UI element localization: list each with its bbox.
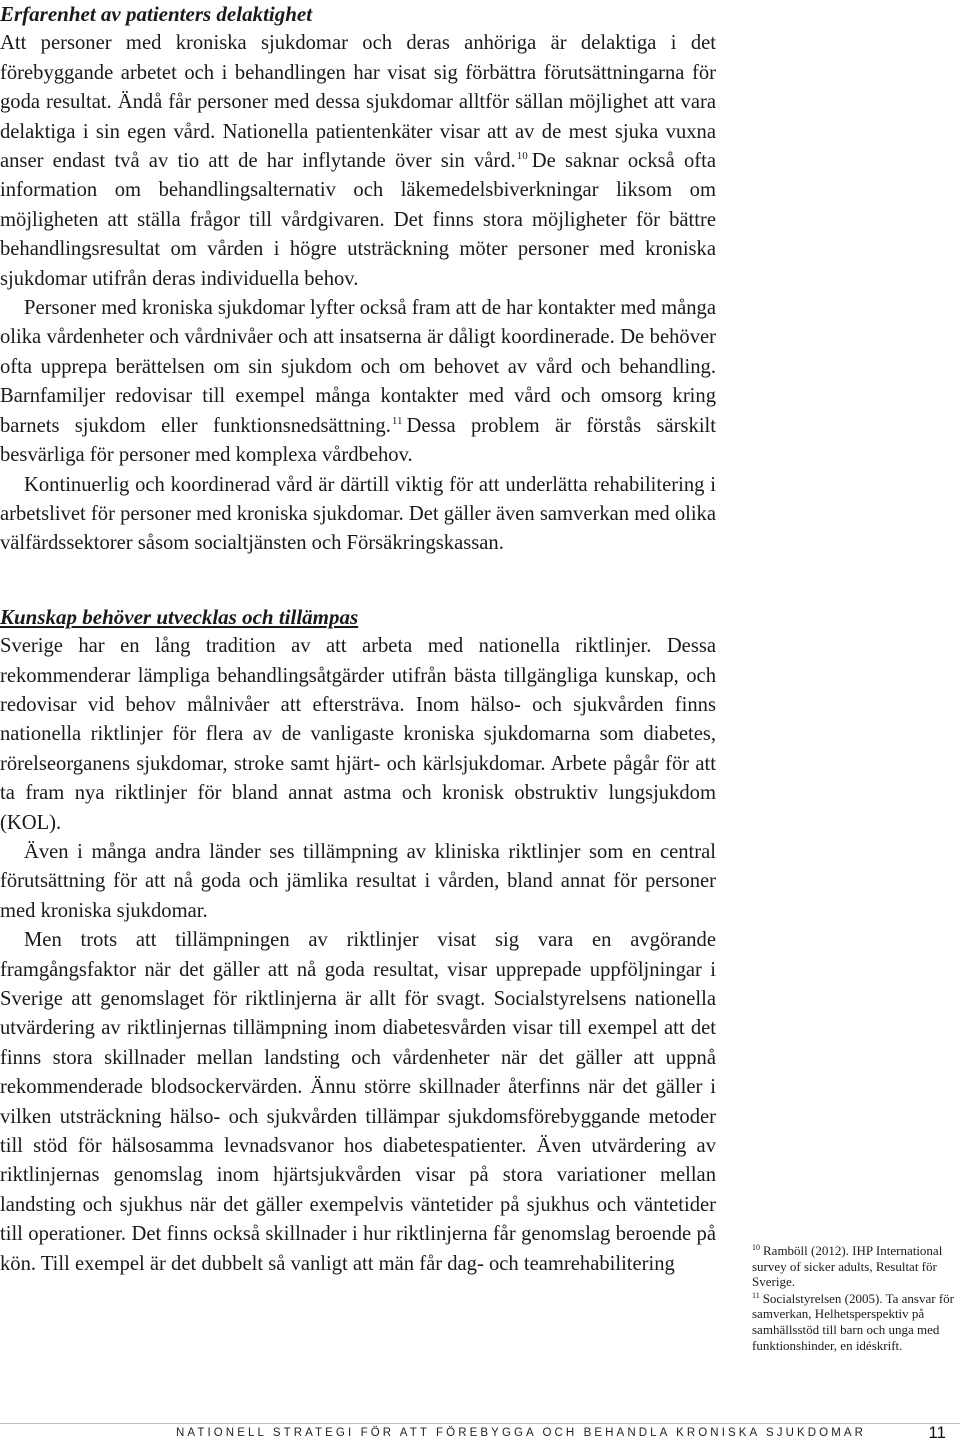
section-patient-participation (0, 0, 716, 559)
footnote (752, 1243, 958, 1290)
footnote-text: Ramböll (2012). IHP International survey of sicker adults, Resultat för Sverige. (752, 1243, 943, 1290)
section-knowledge (0, 603, 716, 1279)
body-paragraph: Men trots att tillämpningen av riktlinjer visat sig vara en avgörande framgångsfaktor när det gäller att nå goda resultat, visar upprepade uppföljningar i Sverige att genomslaget för riktlinjerna är allt för svagt. Socialstyrelsens nationella utvärdering av riktlinjernas tillämpning inom diabetesvården visar till exempel att det finns stora skillnader mellan landsting och vårdenheter när det gäller att uppnå rekommenderade blodsockervärden. Ännu större skillnader återfinns när det gäller i vilken utsträckning hälso- och sjukvården tillämpar sjukdomsförebyggande metoder till stöd för hälsosamma levnadsvanor hos diabetespatienter. Även utvärdering av riktlinjernas genomslag inom hjärtsjukvården visar på stora variationer mellan landsting och sjukhus när det gäller exempelvis väntetider på sjukhus och väntetider till operationer. Det finns också skillnader i hur riktlinjerna får genomslag beroende på kön. Till exempel är det dubbelt så vanligt att män får dag- och teamrehabilitering (0, 929, 716, 1275)
footer-divider (0, 1423, 960, 1424)
body-paragraph: Sverige har en lång tradition av att arbeta med nationella riktlinjer. Dessa rekommenderar lämpliga behandlingsåtgärder utifrån bästa tillgängliga kunskap, och redovisar vid behov målnivåer att eftersträva. Inom hälso- och sjukvården finns nationella riktlinjer för flera av de vanligaste kroniska sjukdomarna som diabetes, rörelseorganens sjukdomar, stroke samt hjärt- och kärlsjukdomar. Arbete pågår för att ta fram nya riktlinjer för bland annat astma och kronisk obstruktiv lungsjukdom (KOL). (0, 635, 716, 834)
footnote-text: Socialstyrelsen (2005). Ta ansvar för samverkan, Helhetsperspektiv på samhällsstöd till barn och unga med funktionshinder, en idéskrift. (752, 1290, 954, 1353)
paragraph-text: Dessa problem är förstås särskilt besvärliga för personer med komplexa vårdbehov. (0, 414, 716, 467)
footnote-reference[interactable]: 10 (516, 150, 528, 163)
body-paragraph (0, 29, 716, 294)
body-paragraph: Även i många andra länder ses tillämpning av kliniska riktlinjer som en central förutsättning för att nå goda och jämlika resultat i vården, bland annat för personer med kroniska sjukdomar. (0, 840, 716, 922)
page-number: 11 (928, 1423, 946, 1442)
footnote-reference[interactable]: 11 (391, 414, 403, 427)
footnote-number: 10 (752, 1243, 760, 1252)
paragraph-text: De saknar också ofta information om behandlingsalternativ och läkemedelsbiverkningar liksom om möjligheten att ställa frågor till vårdgivaren. Det finns stora möjligheter för bättre behandlingsresultat om vården i högre utsträckning möter personer med kroniska sjukdomar utifrån deras individuella behov. (0, 150, 716, 290)
paragraph-text: Att personer med kroniska sjukdomar och deras anhöriga är delaktiga i det förebyggande arbetet och i behandlingen har visat sig förbättra förutsättningarna för goda resultat. Ändå får personer med dessa sjukdomar alltför sällan möjlighet att vara delaktiga i sin egen vård. Nationella patientenkäter visar att av de mest sjuka vuxna anser endast två av tio att de har inflytande över sin vård. (0, 32, 716, 173)
section-heading: Erfarenhet av patienters delaktighet (0, 2, 313, 26)
footnotes-sidebar (752, 1243, 958, 1354)
section-heading: Kunskap behöver utvecklas och tillämpas (0, 604, 359, 629)
paragraph-text: Personer med kroniska sjukdomar lyfter också fram att de har kontakter med många olika vårdenheter och vårdnivåer och att insatserna är dåligt koordinerade. De behöver ofta upprepa berättelsen om sin sjukdom och om behovet av vård och behandling. Barnfamiljer redovisar till exempel många kontakter med vård och omsorg kring barnets sjukdom eller funktionsnedsättning. (0, 297, 716, 437)
body-paragraph (0, 294, 716, 470)
running-title: NATIONELL STRATEGI FÖR ATT FÖREBYGGA OCH BEHANDLA KRONISKA SJUKDOMAR (176, 1427, 867, 1439)
footnote (752, 1291, 958, 1353)
footnote-number: 11 (752, 1290, 760, 1300)
body-paragraph: Kontinuerlig och koordinerad vård är därtill viktig för att underlätta rehabilitering i arbetslivet för personer med kroniska sjukdomar. Det gäller även samverkan med olika välfärdssektorer såsom socialtjänsten och Försäkringskassan. (0, 473, 716, 555)
